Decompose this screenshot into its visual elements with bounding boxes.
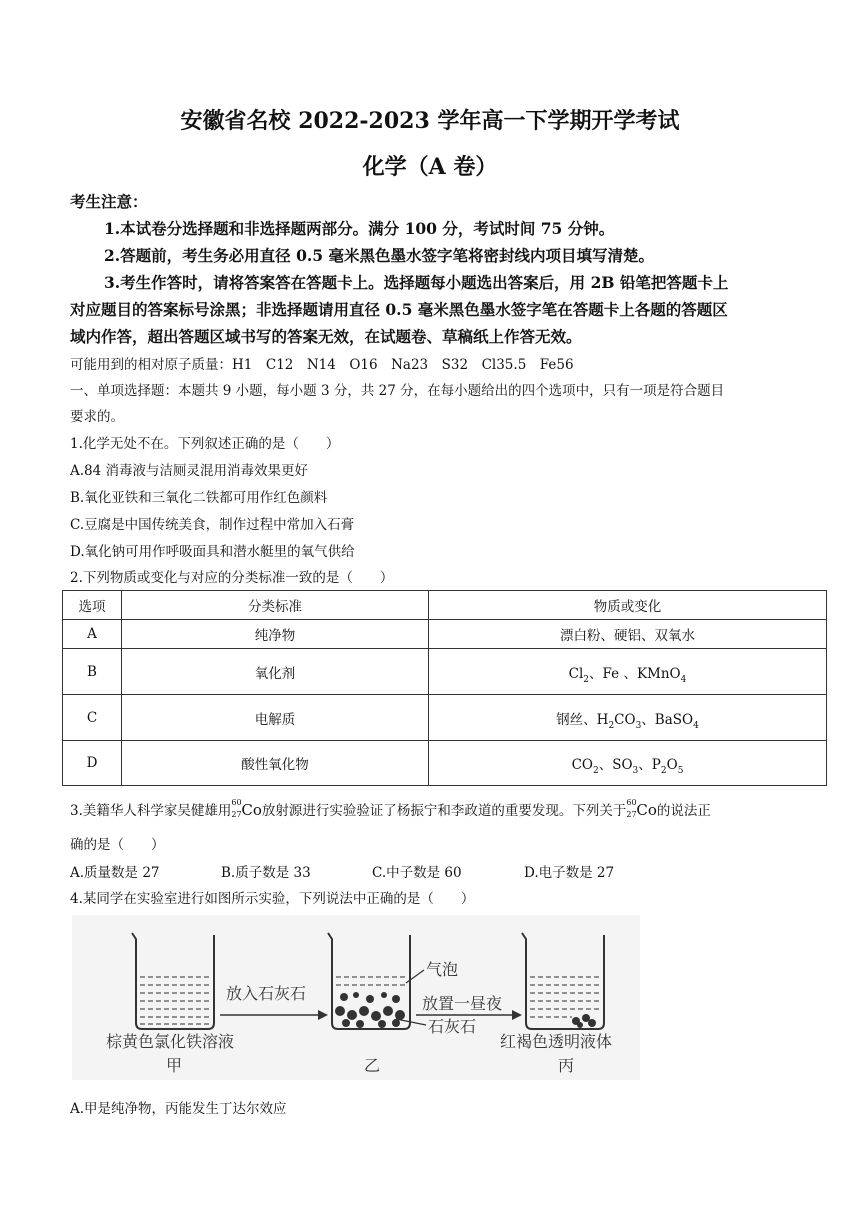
table-cell-option: A (63, 620, 122, 649)
formula-text: 、BaSO (641, 711, 694, 728)
table-cell-standard: 酸性氧化物 (122, 741, 429, 786)
nuclide-symbol-prefix (231, 797, 242, 820)
table-cell-items (429, 741, 827, 786)
table-cell-items (429, 695, 827, 741)
formula-subscript: 2 (583, 674, 590, 685)
element-symbol: Co (241, 801, 262, 819)
formula-subscript: 2 (660, 766, 667, 776)
notice-item-3-line-2: 对应题目的答案标号涂黑；非选择题请用直径 0.5 毫米黑色墨水签字笔在答题卡上各题的答题区 (70, 300, 728, 319)
page-title: 安徽省名校 2022-2023 学年高一下学期开学考试 (180, 108, 680, 134)
question-3-text-2: 放射源进行实验验证了杨振宁和李政道的重要发现。下列关于 (261, 803, 627, 819)
question-3-option-b: B.质子数是 33 (221, 865, 311, 881)
limestone-label: 石灰石 (428, 1017, 477, 1036)
question-3-text-3: 的说法正 (656, 803, 711, 819)
formula-text: CO (614, 711, 636, 728)
question-4-option-a: A.甲是纯净物，丙能发生丁达尔效应 (70, 1101, 287, 1117)
notice-heading: 考生注意： (70, 192, 148, 211)
question-3-text-1: 3.美籍华人科学家吴健雄用 (70, 803, 232, 819)
notice-item-3-line-1: 3.考生作答时，请将答案答在答题卡上。选择题每小题选出答案后，用 2B 铅笔把答题卡上 (104, 273, 729, 292)
table-cell-standard: 纯净物 (122, 620, 429, 649)
formula-text: CO (571, 757, 593, 773)
notice-item-2: 2.答题前，考生务必用直径 0.5 毫米黑色墨水签字笔将密封线内项目填写清楚。 (104, 246, 654, 265)
section-1-line-2: 要求的。 (70, 409, 124, 425)
formula-subscript: 2 (608, 720, 615, 731)
beaker-bing-label: 丙 (558, 1056, 575, 1075)
bubble-label: 气泡 (426, 960, 459, 979)
mass-number: 60 (231, 797, 242, 807)
formula-text: 、Fe 、KMnO (589, 665, 681, 682)
formula-subscript: 4 (693, 720, 699, 731)
question-4-stem: 4.某同学在实验室进行如图所示实验，下列说法中正确的是（ ） (70, 891, 475, 907)
question-1-option-b: B.氧化亚铁和三氧化二铁都可用作红色颜料 (70, 490, 328, 506)
classification-table (62, 590, 827, 786)
table-header-row (63, 591, 827, 620)
table-row (63, 695, 827, 741)
formula-text: 、SO (598, 757, 633, 773)
table-header-items: 物质或变化 (429, 591, 827, 620)
table-header-standard: 分类标准 (122, 591, 429, 620)
page-subtitle: 化学（A 卷） (362, 154, 498, 180)
question-1-option-c: C.豆腐是中国传统美食，制作过程中常加入石膏 (70, 517, 355, 533)
notice-item-3-line-3: 域内作答，超出答题区域书写的答案无效，在试题卷、草稿纸上作答无效。 (70, 327, 582, 346)
beaker-jia-icon (132, 933, 214, 1029)
arrow-1-label: 放入石灰石 (226, 984, 307, 1003)
question-1-option-a: A.84 消毒液与洁厕灵混用消毒效果更好 (70, 463, 309, 479)
question-3-option-d: D.电子数是 27 (524, 865, 615, 881)
question-1-option-d: D.氧化钠可用作呼吸面具和潜水艇里的氧气供给 (70, 544, 355, 560)
beaker-yi-icon (328, 933, 426, 1029)
atomic-number: 27 (626, 809, 637, 819)
formula-subscript: 2 (592, 766, 599, 776)
table-cell-option: B (63, 649, 122, 695)
table-row (63, 649, 827, 695)
table-cell-standard: 电解质 (122, 695, 429, 741)
question-1-stem: 1.化学无处不在。下列叙述正确的是（ ） (70, 436, 340, 452)
table-cell-items (429, 649, 827, 695)
beaker-yi-label: 乙 (364, 1056, 381, 1075)
question-3-stem-line-2: 确的是（ ） (70, 837, 165, 853)
question-3-option-a: A.质量数是 27 (70, 865, 160, 881)
beaker-bing-icon (522, 933, 604, 1029)
formula-text: O (666, 757, 678, 773)
table-header-option: 选项 (63, 591, 122, 620)
table-cell-standard: 氧化剂 (122, 649, 429, 695)
formula-text: Cl (568, 665, 584, 682)
formula-text: 、P (638, 757, 661, 773)
formula-subscript: 3 (635, 720, 642, 731)
formula-text: 钢丝、H (556, 711, 609, 728)
table-cell-option: C (63, 695, 122, 741)
formula-subscript: 5 (677, 766, 684, 776)
beaker-jia-desc: 棕黄色氯化铁溶液 (106, 1032, 235, 1051)
beaker-bing-desc: 红褐色透明液体 (500, 1032, 613, 1051)
notice-item-1: 1.本试卷分选择题和非选择题两部分。满分 100 分，考试时间 75 分钟。 (104, 219, 615, 238)
table-cell-items: 漂白粉、硬铝、双氧水 (429, 620, 827, 649)
atomic-number: 27 (231, 809, 242, 819)
formula-subscript: 4 (680, 674, 687, 685)
beaker-jia-label: 甲 (166, 1056, 183, 1075)
section-1-line-1: 一、单项选择题：本题共 9 小题，每小题 3 分，共 27 分，在每小题给出的四个选项中，只有一项是符合题目 (70, 383, 725, 399)
table-row (63, 620, 827, 649)
question-3-stem-line-1 (70, 799, 711, 820)
nuclide-symbol-prefix (626, 797, 637, 820)
question-3-option-c: C.中子数是 60 (372, 865, 462, 881)
arrow-1-icon (220, 1010, 328, 1020)
element-symbol: Co (636, 801, 657, 819)
question-2-stem: 2.下列物质或变化与对应的分类标准一致的是（ ） (70, 570, 394, 586)
formula-subscript: 3 (632, 766, 639, 776)
mass-number: 60 (626, 797, 637, 807)
atomic-masses: 可能用到的相对原子质量：H1 C12 N14 O16 Na23 S32 Cl35.5 Fe56 (70, 357, 574, 373)
experiment-figure (72, 915, 640, 1080)
arrow-2-label: 放置一昼夜 (422, 994, 503, 1013)
table-row (63, 741, 827, 786)
table-cell-option: D (63, 741, 122, 786)
